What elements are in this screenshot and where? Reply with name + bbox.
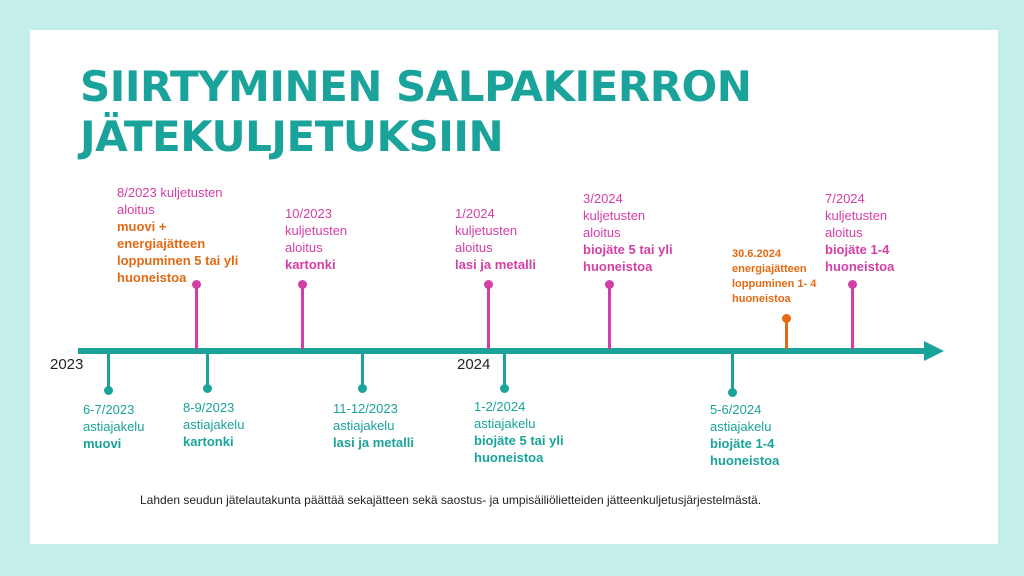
milestone-dot-10-2023 <box>298 280 307 289</box>
milestone-dot-8-9-2023 <box>203 384 212 393</box>
milestone-text: aloitus <box>117 202 155 217</box>
milestone-text: huoneistoa <box>732 293 791 305</box>
milestone-text: astiajakelu <box>710 419 772 434</box>
year-label-2023: 2023 <box>50 356 84 373</box>
milestone-bold: kartonki <box>183 434 234 449</box>
milestone-bold: biojäte 5 tai yli <box>583 242 673 257</box>
milestone-date: 1/2024 <box>455 206 495 221</box>
milestone-date: 30.6.2024 <box>732 248 781 260</box>
milestone-date: 1-2/2024 <box>474 399 526 414</box>
milestone-date: 8-9/2023 <box>183 400 235 415</box>
milestone-bold: biojäte 5 tai yli <box>474 433 564 448</box>
milestone-bold: lasi ja metalli <box>455 257 536 272</box>
milestone-label-8-2023 <box>117 184 238 286</box>
milestone-text: loppuminen 1- 4 <box>732 278 817 290</box>
milestone-stem-7-2024 <box>851 287 854 349</box>
milestone-bold: huoneistoa <box>117 270 187 285</box>
milestone-text: astiajakelu <box>474 416 536 431</box>
milestone-text: astiajakelu <box>333 418 395 433</box>
year-label-2024: 2024 <box>457 356 491 373</box>
milestone-label-1-2-2024 <box>474 398 564 466</box>
milestone-label-3-2024 <box>583 190 673 275</box>
milestone-bold: biojäte 1-4 <box>825 242 890 257</box>
milestone-bold: loppuminen 5 tai yli <box>117 253 239 268</box>
title-line-1: SIIRTYMINEN SALPAKIERRON <box>80 62 752 111</box>
milestone-date: 5-6/2024 <box>710 402 762 417</box>
milestone-text: aloitus <box>583 225 621 240</box>
milestone-text: kuljetusten <box>156 185 223 200</box>
milestone-bold: biojäte 1-4 <box>710 436 775 451</box>
milestone-dot-1-2024 <box>484 280 493 289</box>
milestone-date: 8/2023 <box>117 185 157 200</box>
milestone-text: aloitus <box>455 240 493 255</box>
milestone-date: 3/2024 <box>583 191 623 206</box>
milestone-stem-8-2023 <box>195 287 198 349</box>
milestone-text: aloitus <box>825 225 863 240</box>
milestone-date: 6-7/2023 <box>83 402 135 417</box>
milestone-label-11-12-2023 <box>333 400 414 451</box>
milestone-stem-5-6-2024 <box>731 353 734 393</box>
milestone-label-7-2024 <box>825 190 894 275</box>
milestone-label-8-9-2023 <box>183 399 244 450</box>
title-line-2: JÄTEKULJETUKSIIN <box>80 112 504 161</box>
page-title <box>80 62 751 162</box>
milestone-bold: lasi ja metalli <box>333 435 414 450</box>
milestone-text: astiajakelu <box>83 419 145 434</box>
milestone-text: kuljetusten <box>455 223 518 238</box>
milestone-label-5-6-2024 <box>710 401 779 469</box>
milestone-label-10-2023 <box>285 205 347 273</box>
milestone-label-30-6-2024 <box>732 247 816 307</box>
milestone-stem-10-2023 <box>301 287 304 349</box>
milestone-dot-5-6-2024 <box>728 388 737 397</box>
milestone-dot-3-2024 <box>605 280 614 289</box>
milestone-date: 11-12/2023 <box>333 401 398 416</box>
milestone-bold: muovi + <box>117 219 167 234</box>
milestone-label-1-2024 <box>455 205 536 273</box>
milestone-stem-6-7-2023 <box>107 353 110 389</box>
milestone-text: kuljetusten <box>285 223 348 238</box>
footer-note: Lahden seudun jätelautakunta päättää sekajätteen sekä saostus- ja umpisäiliölietteiden jätteenkuljetusjärjestelmästä. <box>140 493 762 507</box>
milestone-dot-7-2024 <box>848 280 857 289</box>
milestone-text: astiajakelu <box>183 417 245 432</box>
milestone-text: kuljetusten <box>825 208 888 223</box>
milestone-bold: huoneistoa <box>583 259 653 274</box>
milestone-bold: energiajätteen <box>117 236 206 251</box>
milestone-stem-3-2024 <box>608 287 611 349</box>
milestone-text: energiajätteen <box>732 263 807 275</box>
milestone-text: aloitus <box>285 240 323 255</box>
milestone-bold: kartonki <box>285 257 336 272</box>
milestone-bold: huoneistoa <box>825 259 895 274</box>
milestone-dot-6-7-2023 <box>104 386 113 395</box>
timeline-arrow-icon <box>924 341 944 361</box>
milestone-dot-30-6-2024 <box>782 314 791 323</box>
milestone-stem-1-2024 <box>487 287 490 349</box>
milestone-stem-30-6-2024 <box>785 321 788 349</box>
milestone-dot-1-2-2024 <box>500 384 509 393</box>
milestone-date: 10/2023 <box>285 206 332 221</box>
milestone-bold: huoneistoa <box>474 450 544 465</box>
milestone-bold: huoneistoa <box>710 453 780 468</box>
milestone-text: kuljetusten <box>583 208 646 223</box>
milestone-dot-11-12-2023 <box>358 384 367 393</box>
milestone-date: 7/2024 <box>825 191 865 206</box>
milestone-label-6-7-2023 <box>83 401 144 452</box>
milestone-bold: muovi <box>83 436 122 451</box>
